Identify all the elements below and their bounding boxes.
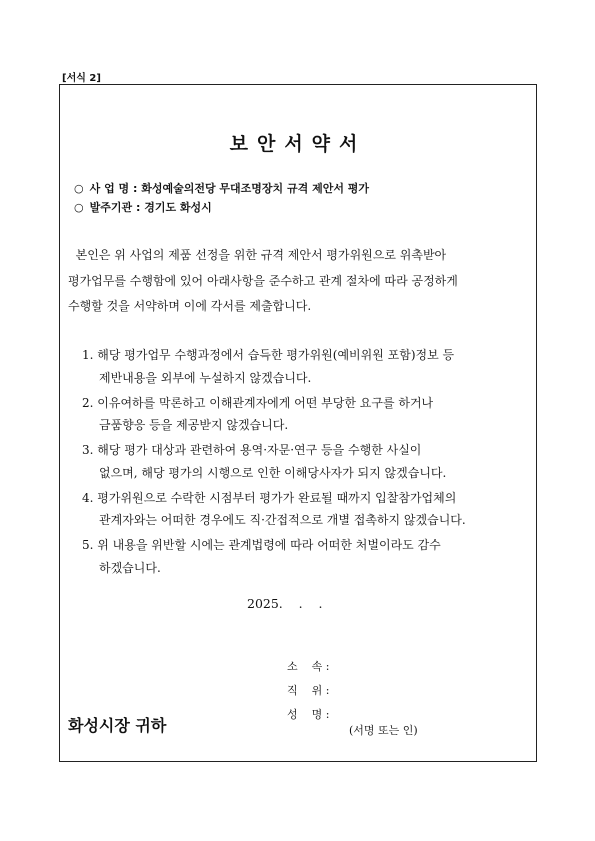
intro-line: 평가업무를 수행함에 있어 아래사항을 준수하고 관계 절차에 따라 공정하게	[68, 273, 458, 288]
intro-line: 본인은 위 사업의 제품 선정을 위한 규격 제안서 평가위원으로 위촉받아	[68, 248, 447, 262]
project-name-label: 사 업 명 :	[89, 182, 138, 195]
signing-date: 2025. . .	[247, 596, 323, 611]
pledge-item	[82, 487, 532, 532]
position-label: 직 위 :	[287, 684, 330, 697]
bullet-circle-icon: ○	[74, 201, 84, 214]
seal-note: (서명 또는 인)	[349, 724, 418, 737]
pledge-item-continuation: 제반내용을 외부에 누설하지 않겠습니다.	[99, 370, 312, 385]
pledge-item-text: 1. 해당 평가업무 수행과정에서 습득한 평가위원(예비위원 포함)정보 등	[82, 348, 455, 362]
pledge-item-continuation: 금품향응 등을 제공받지 않겠습니다.	[99, 418, 289, 433]
pledge-document-frame	[59, 84, 537, 762]
pledge-item-text: 4. 평가위원으로 수락한 시점부터 평가가 완료될 때까지 입찰참가업체의	[82, 490, 457, 505]
ordering-agency-value: 경기도 화성시	[144, 201, 212, 214]
pledge-item	[82, 344, 532, 389]
pledge-item-text: 2. 이유여하를 막론하고 이해관계자에게 어떤 부당한 요구를 하거나	[82, 395, 434, 410]
document-title: 보안서약서	[229, 133, 367, 155]
intro-line: 수행할 것을 서약하며 이에 각서를 제출합니다.	[68, 299, 312, 313]
pledge-item	[82, 439, 532, 484]
addressee: 화성시장 귀하	[68, 716, 167, 735]
pledge-items-list	[82, 344, 532, 582]
name-signature-field[interactable]	[273, 693, 418, 751]
form-number-tag: [서식 2]	[62, 73, 101, 84]
project-name-value: 화성예술의전당 무대조명장치 규격 제안서 평가	[141, 182, 370, 195]
pledge-item-continuation: 관계자와는 어떠한 경우에도 직·간접적으로 개별 접촉하지 않겠습니다.	[99, 513, 466, 528]
ordering-agency-label: 발주기관 :	[89, 201, 141, 214]
pledge-item-text: 5. 위 내용을 위반할 시에는 관계법령에 따라 어떠한 처벌이라도 감수	[82, 538, 441, 553]
affiliation-label: 소 속 :	[287, 660, 330, 673]
pledge-item	[82, 392, 532, 437]
ordering-agency-line	[74, 199, 212, 215]
bullet-circle-icon: ○	[74, 182, 84, 195]
pledge-item-continuation: 없으며, 해당 평가의 시행으로 인한 이해당사자가 되지 않겠습니다.	[99, 465, 447, 480]
project-name-line	[74, 180, 369, 196]
pledge-item-text: 3. 해당 평가 대상과 관련하여 용역·자문·연구 등을 수행한 사실이	[82, 443, 422, 458]
pledge-intro-paragraph	[68, 243, 528, 320]
pledge-item-continuation: 하겠습니다.	[99, 561, 161, 576]
name-label: 성 명 :	[287, 708, 330, 721]
pledge-item	[82, 534, 532, 579]
